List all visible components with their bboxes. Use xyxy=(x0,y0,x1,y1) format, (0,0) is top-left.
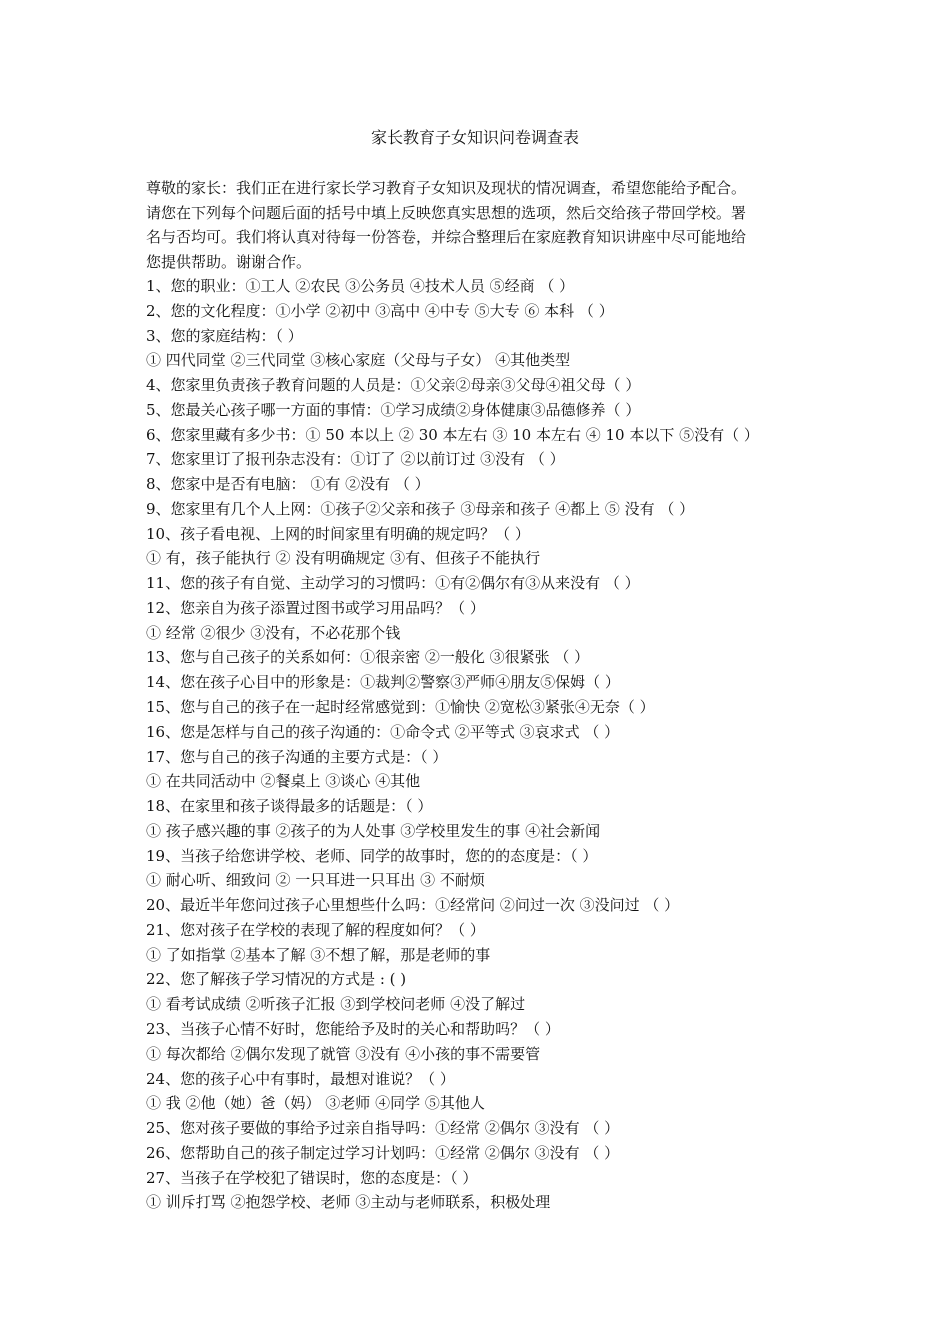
answer-options-line: ① 耐心听、细致问 ② 一只耳进一只耳出 ③ 不耐烦 xyxy=(146,871,485,890)
answer-options-line: ① 在共同活动中 ②餐桌上 ③谈心 ④其他 xyxy=(146,772,421,791)
question-line: 8、您家中是否有电脑： ①有 ②没有 （ ） xyxy=(146,475,430,494)
question-line: 1、您的职业：①工人 ②农民 ③公务员 ④技术人员 ⑤经商 （ ） xyxy=(146,277,575,295)
question-line: 3、您的家庭结构：（ ） xyxy=(146,326,303,345)
question-line: 17、您与自己的孩子沟通的主要方式是：（ ） xyxy=(146,747,448,766)
question-line: 21、您对孩子在学校的表现了解的程度如何？（ ） xyxy=(146,920,485,939)
answer-options-line: ① 孩子感兴趣的事 ②孩子的为人处事 ③学校里发生的事 ④社会新闻 xyxy=(146,821,601,840)
question-line: 27、当孩子在学校犯了错误时，您的态度是：（ ） xyxy=(146,1168,478,1187)
intro-paragraph xyxy=(146,176,814,274)
question-line: 2、您的文化程度：①小学 ②初中 ③高中 ④中专 ⑤大专 ⑥ 本科 （ ） xyxy=(146,301,614,320)
question-line: 7、您家里订了报刊杂志没有：①订了 ②以前订过 ③没有 （ ） xyxy=(146,450,565,469)
question-line: 10、孩子看电视、上网的时间家里有明确的规定吗？（ ） xyxy=(146,524,530,543)
answer-options-line: ① 训斥打骂 ②抱怨学校、老师 ③主动与老师联系，积极处理 xyxy=(146,1193,551,1212)
question-line: 12、您亲自为孩子添置过图书或学习用品吗？（ ） xyxy=(146,598,485,617)
question-line: 4、您家里负责孩子教育问题的人员是：①父亲②母亲③父母④祖父母（ ） xyxy=(146,376,641,395)
question-line: 14、您在孩子心目中的形象是：①裁判②警察③严师④朋友⑤保姆（ ） xyxy=(146,673,620,692)
answer-options-line: ① 了如指掌 ②基本了解 ③不想了解，那是老师的事 xyxy=(146,945,491,964)
question-line: 6、您家里藏有多少书：① 50 本以上 ② 30 本左右 ③ 10 本左右 ④ 10 本以下 ⑤没有（ ） xyxy=(146,425,759,444)
question-line: 25、您对孩子要做的事给予过亲自指导吗：①经常 ②偶尔 ③没有 （ ） xyxy=(146,1119,620,1138)
page-title: 家长教育子女知识问卷调查表 xyxy=(370,128,579,147)
question-line: 24、您的孩子心中有事时，最想对谁说？（ ） xyxy=(146,1069,455,1088)
question-line: 18、在家里和孩子谈得最多的话题是：（ ） xyxy=(146,797,433,816)
question-line: 20、最近半年您问过孩子心里想些什么吗：①经常问 ②问过一次 ③没问过 （ ） xyxy=(146,896,680,915)
question-line: 19、当孩子给您讲学校、老师、同学的故事时，您的的态度是：（ ） xyxy=(146,846,598,865)
question-line: 23、当孩子心情不好时，您能给予及时的关心和帮助吗？（ ） xyxy=(146,1019,560,1038)
question-line: 13、您与自己孩子的关系如何：①很亲密 ②一般化 ③很紧张 （ ） xyxy=(146,648,590,667)
answer-options-line: ① 经常 ②很少 ③没有，不必花那个钱 xyxy=(146,623,401,642)
intro-line: 请您在下列每个问题后面的括号中填上反映您真实思想的选项，然后交给孩子带回学校。署 xyxy=(146,203,747,222)
question-line: 26、您帮助自己的孩子制定过学习计划吗：①经常 ②偶尔 ③没有 （ ） xyxy=(146,1143,620,1162)
answer-options-line: ① 看考试成绩 ②听孩子汇报 ③到学校问老师 ④没了解过 xyxy=(146,995,526,1014)
question-line: 22、您了解孩子学习情况的方式是 : ( ) xyxy=(146,970,407,989)
question-line: 5、您最关心孩子哪一方面的事情：①学习成绩②身体健康③品德修养（ ） xyxy=(146,400,641,419)
answer-options-line: ① 每次都给 ②偶尔发现了就管 ③没有 ④小孩的事不需要管 xyxy=(146,1044,541,1063)
answer-options-line: ① 我 ②他（她）爸（妈） ③老师 ④同学 ⑤其他人 xyxy=(146,1094,485,1113)
question-line: 16、您是怎样与自己的孩子沟通的：①命令式 ②平等式 ③哀求式 （ ） xyxy=(146,722,620,741)
answer-options-line: ① 有，孩子能执行 ② 没有明确规定 ③有、但孩子不能执行 xyxy=(146,549,541,568)
question-line: 15、您与自己的孩子在一起时经常感觉到：①愉快 ②宽松③紧张④无奈（ ） xyxy=(146,698,655,717)
intro-line: 名与否均可。我们将认真对待每一份答卷，并综合整理后在家庭教育知识讲座中尽可能地给 xyxy=(146,228,747,247)
question-line: 9、您家里有几个人上网：①孩子②父亲和孩子 ③母亲和孩子 ④都上 ⑤ 没有 （ ） xyxy=(146,499,695,518)
intro-line: 尊敬的家长：我们正在进行家长学习教育子女知识及现状的情况调查，希望您能给予配合。 xyxy=(146,179,747,197)
question-list xyxy=(146,274,814,1215)
answer-options-line: ① 四代同堂 ②三代同堂 ③核心家庭（父母与子女） ④其他类型 xyxy=(146,351,571,370)
question-line: 11、您的孩子有自觉、主动学习的习惯吗：①有②偶尔有③从来没有 （ ） xyxy=(146,574,640,593)
intro-line: 您提供帮助。谢谢合作。 xyxy=(146,252,312,271)
